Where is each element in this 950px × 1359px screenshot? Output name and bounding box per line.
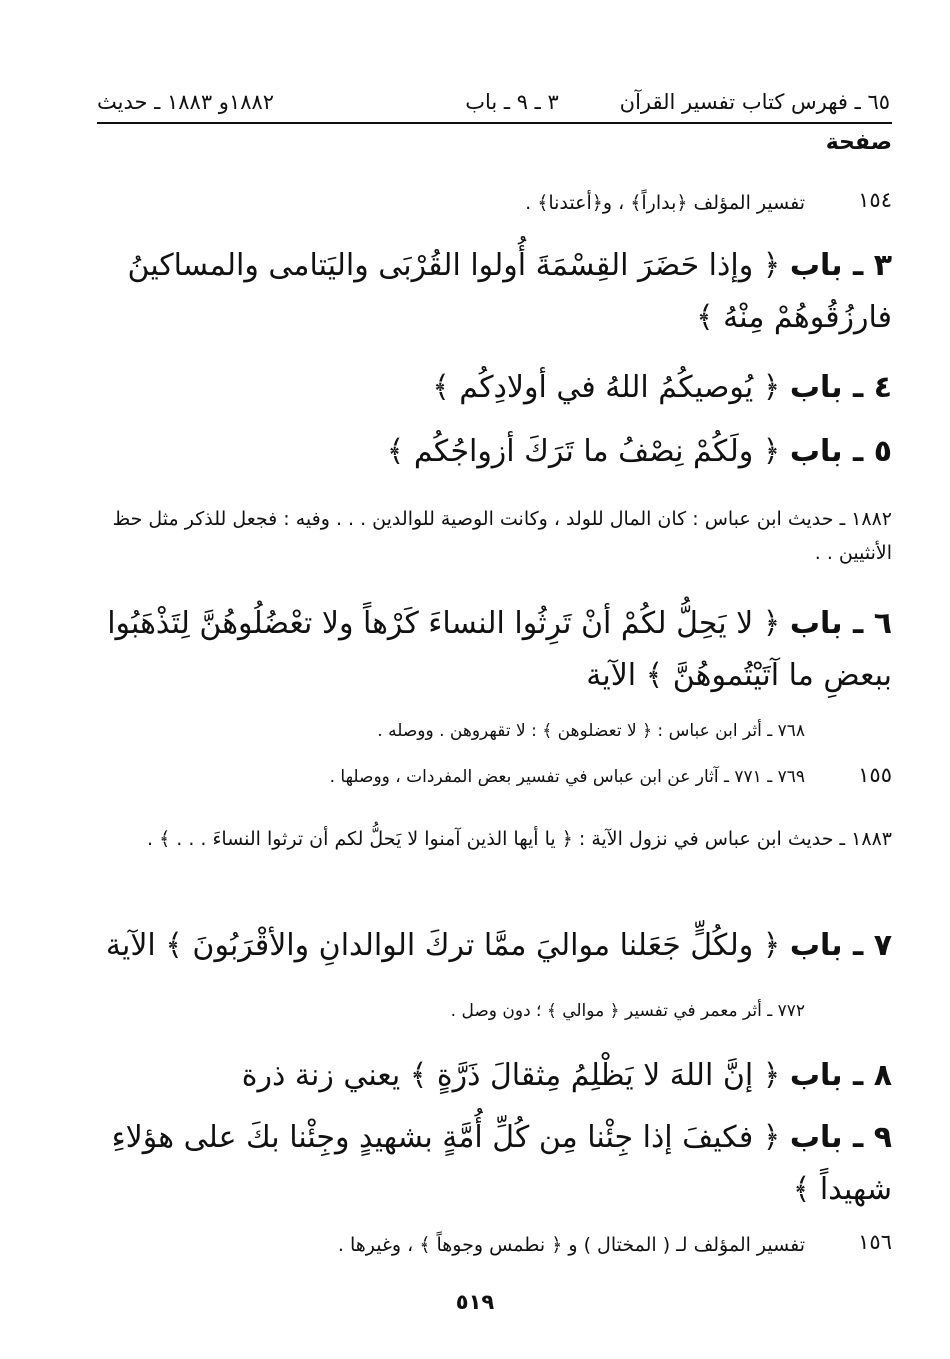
athar-768: ٧٦٨ ـ أثر ابن عباس : ﴿ لا تعضلوهن ﴾ : لا تقهروهن . ووصله . [377, 721, 805, 741]
entry-author-tafsir-1: تفسير المؤلف ﴿بداراً﴾ ، و﴿أعتدنا﴾ . [525, 192, 805, 214]
running-header [97, 88, 892, 124]
chapter-4-label: ٤ ـ باب [789, 370, 892, 405]
chapter-5 [94, 426, 892, 478]
chapter-5-label: ٥ ـ باب [789, 434, 892, 469]
chapter-8-text: ﴿ إنَّ اللهَ لا يَظْلِمُ مِثقالَ ذَرَّةٍ ﴾ يعني زنة ذرة [241, 1058, 781, 1093]
chapter-7 [94, 920, 892, 972]
page-ref-156: ١٥٦ [858, 1230, 892, 1254]
page-column-heading: صفحة [825, 130, 892, 155]
athar-769-771: ٧٦٩ ـ ٧٧١ ـ آثار عن ابن عباس في تفسير بعض المفردات ، ووصلها . [329, 767, 805, 787]
chapter-9 [94, 1112, 892, 1216]
hadith-1883: ١٨٨٣ ـ حديث ابن عباس في نزول الآية : ﴿ يا أيها الذين آمنوا لا يَحلُّ لكم أن ترثوا النساءَ . . . ﴾ . [146, 828, 892, 850]
chapter-4 [94, 362, 892, 414]
chapter-9-text: ﴿ فكيفَ إذا جِئْنا مِن كُلِّ أُمَّةٍ بشهيدٍ وجِئْنا بكَ على هؤلاءِ شهيداً ﴾ [111, 1120, 892, 1207]
chapter-3-label: ٣ ـ باب [789, 248, 892, 283]
chapter-3-text: ﴿ وإذا حَضَرَ القِسْمَةَ أُولوا القُرْبَى واليَتامى والمساكينُ فارزُقُوهُمْ مِنْهُ ﴾ [127, 248, 892, 335]
hadith-1882: ١٨٨٢ ـ حديث ابن عباس : كان المال للولد ، وكانت الوصية للوالدين . . . وفيه : فجعل للذكر مثل حظ الأنثيين . . [112, 508, 892, 564]
chapter-6 [94, 598, 892, 702]
chapter-3 [94, 240, 892, 344]
chapter-7-text: ﴿ ولكُلٍّ جَعَلنا مواليَ ممَّا تركَ الوالدانِ والأقْرَبُونَ ﴾ الآية [105, 928, 781, 963]
chapter-6-text: ﴿ لا يَحِلُّ لكُمْ أنْ تَرِثُوا النساءَ كَرْهاً ولا تعْضُلُوهُنَّ لِتَذْهَبُوا ببعضِ ما آتَيْتُموهُنَّ ﴾ الآية [107, 606, 892, 693]
entry-author-tafsir-2: تفسير المؤلف لـ ( المختال ) و ﴿ نطمس وجوهاً ﴾ ، وغيرها . [337, 1234, 805, 1256]
header-hadith-range: ١٨٨٢و ١٨٨٣ ـ حديث [97, 90, 275, 114]
chapter-5-text: ﴿ ولَكُمْ نِصْفُ ما تَرَكَ أزواجُكُم ﴾ [386, 434, 781, 469]
chapter-7-label: ٧ ـ باب [789, 928, 892, 963]
header-section: ٣ ـ ٩ ـ باب [465, 90, 559, 114]
chapter-4-text: ﴿ يُوصيكُمُ اللهُ في أولادِكُم ﴾ [432, 370, 781, 405]
chapter-8-label: ٨ ـ باب [789, 1058, 892, 1093]
chapter-6-label: ٦ ـ باب [789, 606, 892, 641]
header-title: ٦٥ ـ فهرس كتاب تفسير القرآن [619, 90, 890, 114]
chapter-9-label: ٩ ـ باب [789, 1120, 892, 1155]
page-ref-154: ١٥٤ [858, 188, 892, 212]
page-number: ٥١٩ [455, 1290, 495, 1314]
chapter-8 [94, 1050, 892, 1102]
page-ref-155: ١٥٥ [858, 763, 892, 787]
athar-772: ٧٧٢ ـ أثر معمر في تفسير ﴿ موالي ﴾ ؛ دون وصل . [450, 1001, 805, 1021]
